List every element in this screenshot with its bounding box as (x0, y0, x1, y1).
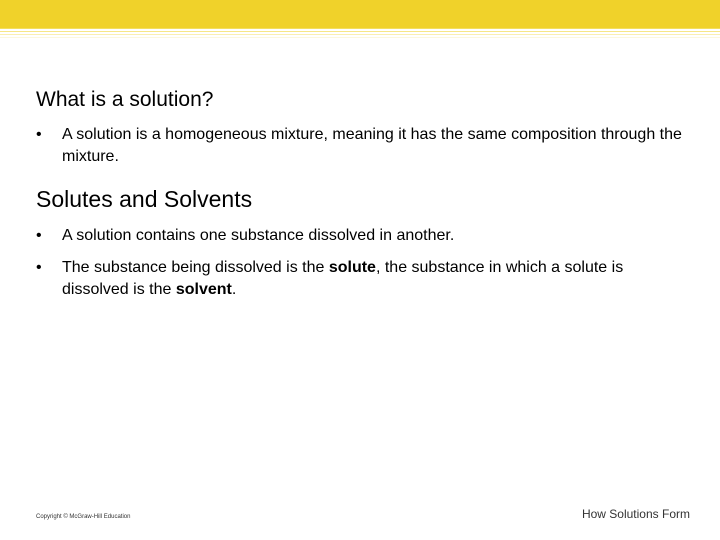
bullet-homogeneous-mixture (36, 124, 686, 168)
bullet-marker: • (36, 126, 42, 143)
header-band (0, 0, 720, 28)
text-part: , the substance in which a solute is dissolved is the (62, 259, 624, 298)
bullet-text (62, 257, 686, 301)
text-part: The substance being dissolved is the (62, 259, 329, 276)
heading-solutes-and-solvents: Solutes and Solvents (36, 186, 253, 212)
footer-copyright: Copyright © McGraw-Hill Education (36, 514, 131, 520)
text-part: . (231, 281, 237, 298)
heading-what-is-solution: What is a solution? (36, 88, 214, 111)
footer-title: How Solutions Form (581, 507, 690, 521)
bullet-substance-dissolved (36, 225, 686, 247)
term-solute: solute (328, 259, 376, 276)
bullet-marker: • (36, 227, 42, 244)
term-solvent: solvent (175, 281, 232, 298)
header-stripes (0, 28, 720, 40)
bullet-text: A solution is a homogeneous mixture, meaning it has the same composition through the mixture. (62, 126, 682, 165)
bullet-text: A solution contains one substance dissolved in another. (62, 227, 455, 244)
bullet-solute-solvent-definition (36, 257, 686, 301)
bullet-marker: • (36, 259, 42, 276)
